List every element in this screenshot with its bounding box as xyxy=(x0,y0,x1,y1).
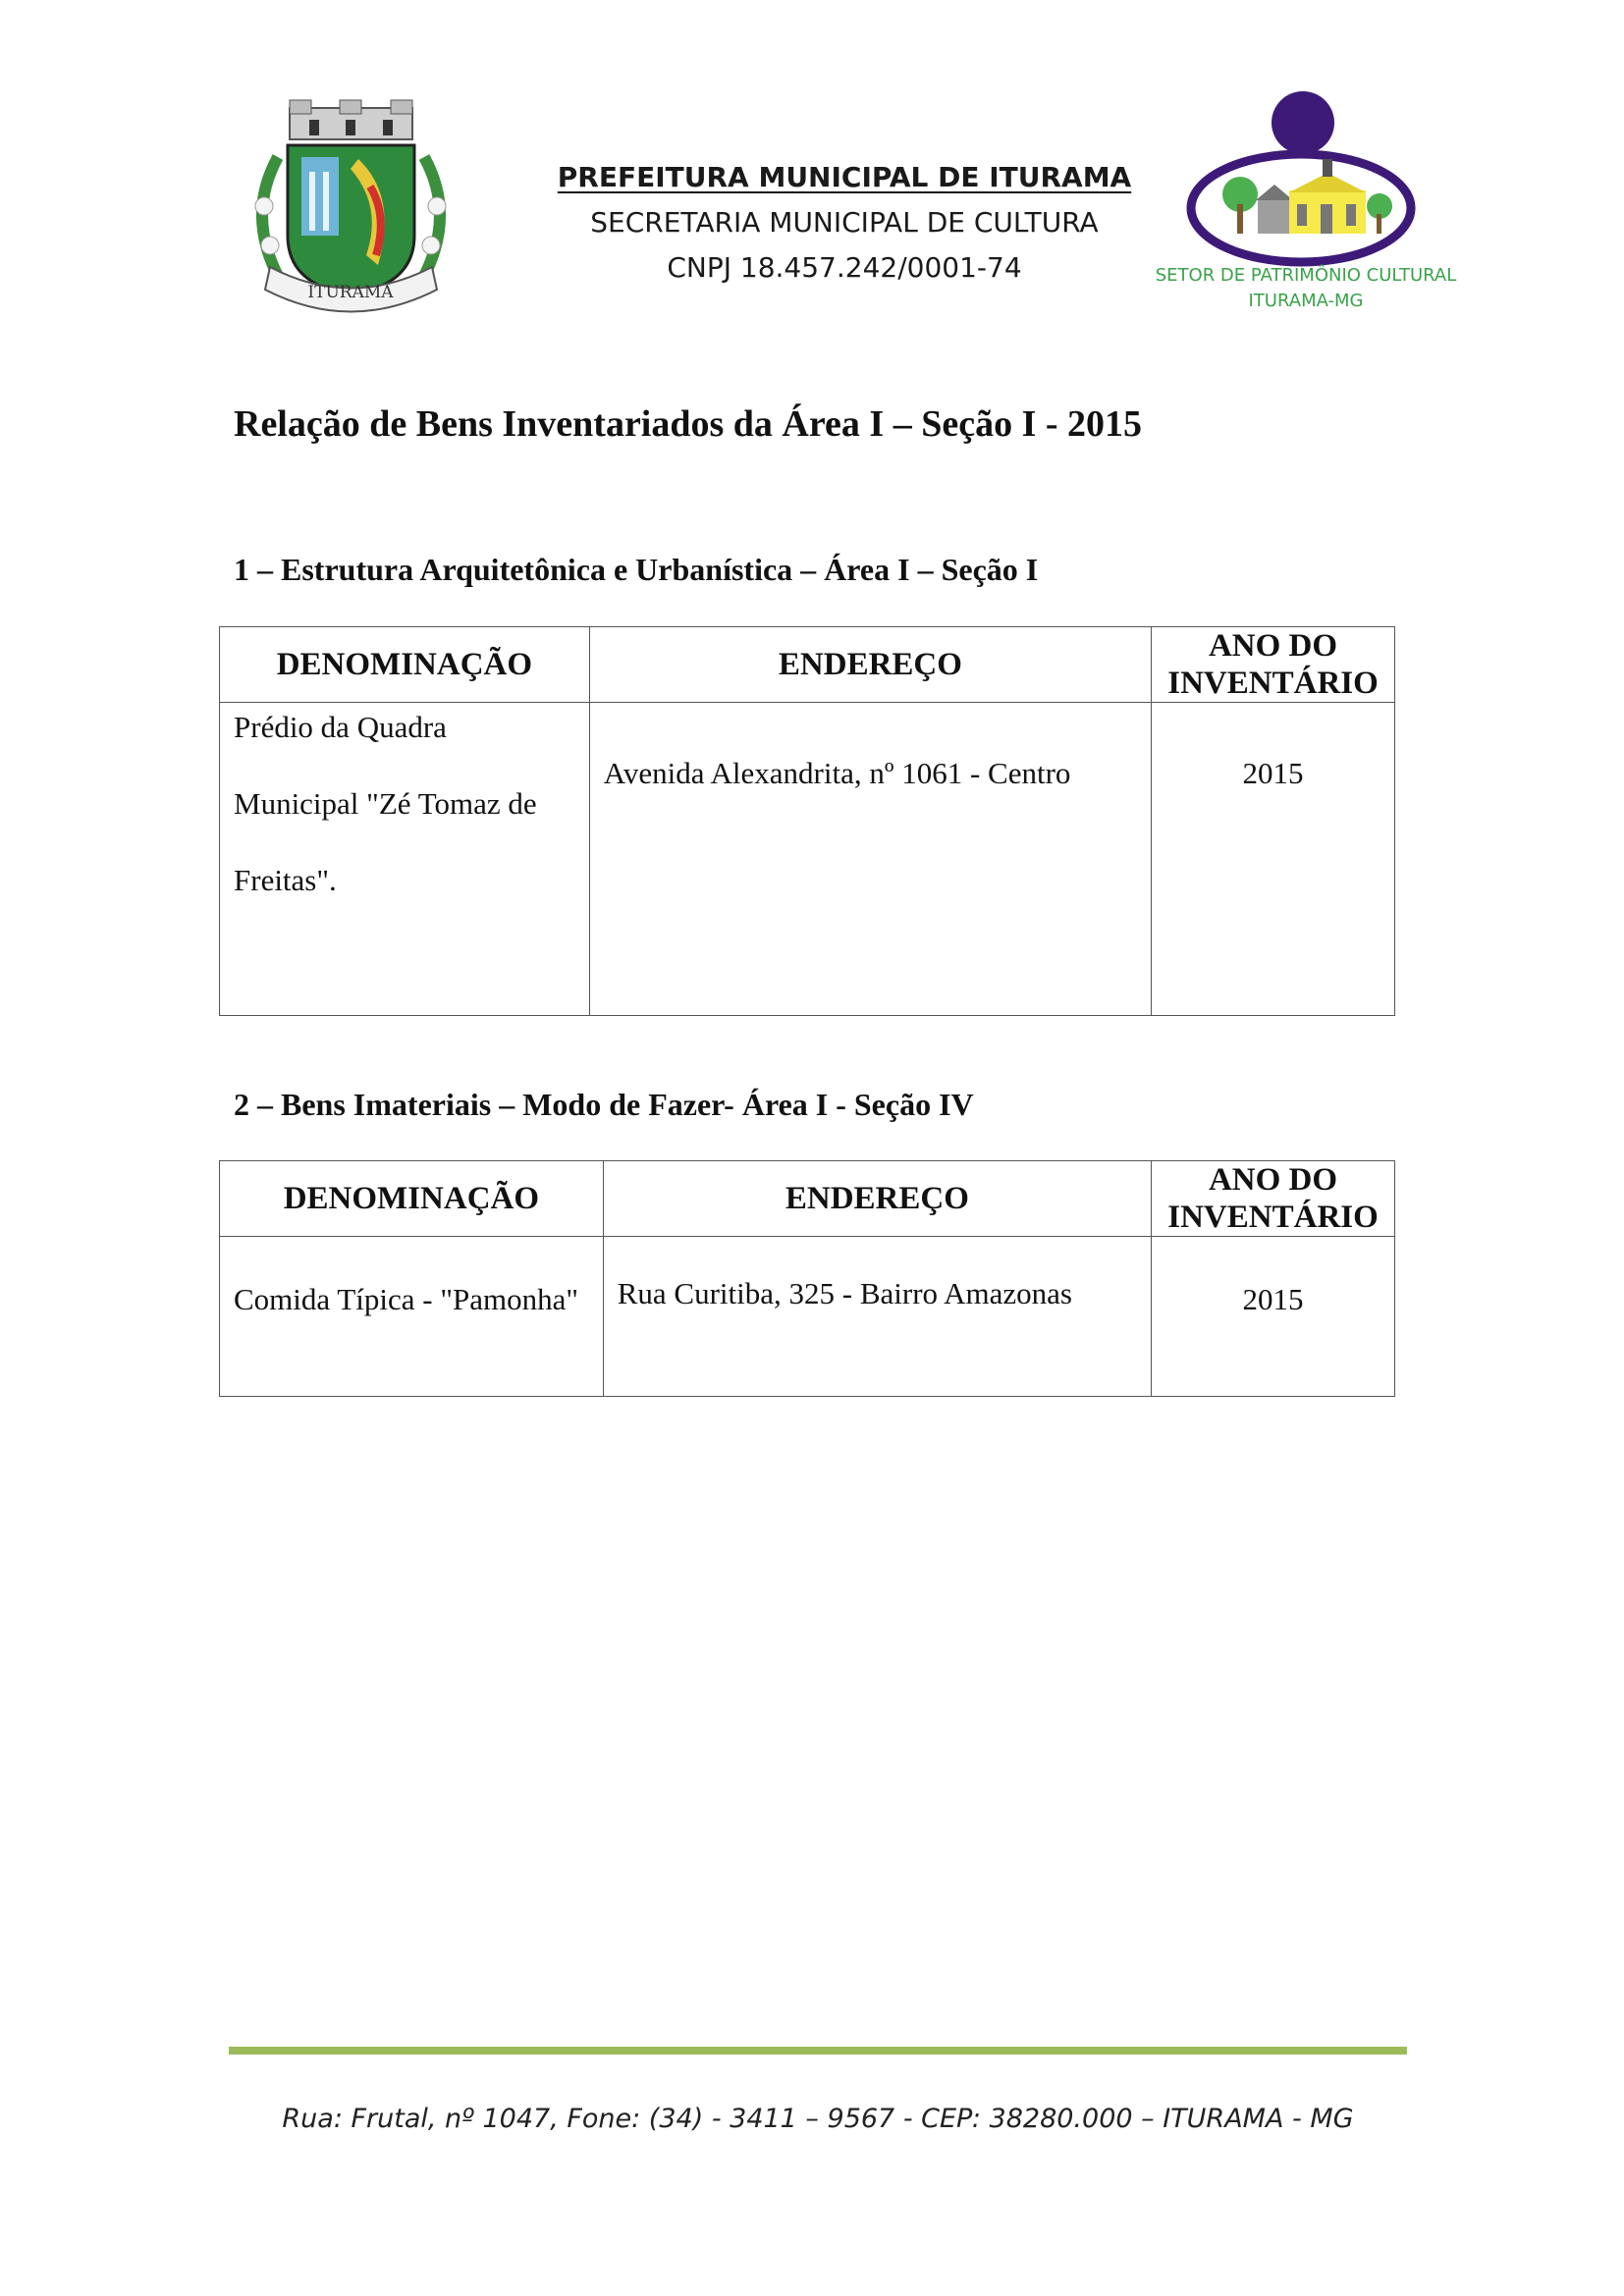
cultural-heritage-sector-label xyxy=(1139,263,1473,314)
table-row xyxy=(220,703,1395,1016)
column-header-denomination: DENOMINAÇÃO xyxy=(220,1161,604,1237)
cell-address: Rua Curitiba, 325 - Bairro Amazonas xyxy=(603,1237,1151,1397)
header-block xyxy=(550,155,1139,291)
column-header-denomination: DENOMINAÇÃO xyxy=(220,627,590,703)
cell-inventory-year: 2015 xyxy=(1152,1237,1395,1397)
cell-denomination: Comida Típica - "Pamonha" xyxy=(220,1237,604,1397)
header-secretariat: SECRETARIA MUNICIPAL DE CULTURA xyxy=(590,206,1099,239)
denomination-text: Prédio da Quadra Municipal "Zé Tomaz de Freitas". xyxy=(234,710,537,897)
section-2-table xyxy=(219,1160,1395,1397)
table-header-row xyxy=(220,1161,1395,1237)
sector-name: SETOR DE PATRIMÔNIO CULTURAL xyxy=(1155,265,1457,286)
column-header-inventory-year: ANO DO INVENTÁRIO xyxy=(1152,1161,1395,1237)
header-cnpj: CNPJ 18.457.242/0001-74 xyxy=(667,251,1022,284)
column-header-address: ENDEREÇO xyxy=(589,627,1151,703)
column-header-inventory-year: ANO DO INVENTÁRIO xyxy=(1152,627,1395,703)
municipal-coat-of-arms-icon xyxy=(241,98,461,319)
section-2-title: 2 – Bens Imateriais – Modo de Fazer- Área I - Seção IV xyxy=(234,1087,974,1122)
footer-divider xyxy=(229,2047,1407,2055)
sector-city: ITURAMA-MG xyxy=(1248,291,1364,311)
header-municipality: PREFEITURA MUNICIPAL DE ITURAMA xyxy=(557,161,1132,193)
coat-banner-text: ITURAMA xyxy=(307,283,394,302)
table-row xyxy=(220,1237,1395,1397)
column-header-address: ENDEREÇO xyxy=(603,1161,1151,1237)
section-1-table xyxy=(219,626,1395,1016)
footer-address: Rua: Frutal, nº 1047, Fone: (34) - 3411 – 9567 - CEP: 38280.000 – ITURAMA - MG xyxy=(282,2104,1354,2134)
cell-inventory-year: 2015 xyxy=(1152,703,1395,1016)
cell-address: Avenida Alexandrita, nº 1061 - Centro xyxy=(589,703,1151,1016)
section-1-title: 1 – Estrutura Arquitetônica e Urbanística – Área I – Seção I xyxy=(234,552,1039,587)
document-title: Relação de Bens Inventariados da Área I – Seção I - 2015 xyxy=(234,403,1143,445)
cell-denomination xyxy=(220,703,590,1016)
cultural-heritage-logo-icon xyxy=(1173,88,1468,275)
